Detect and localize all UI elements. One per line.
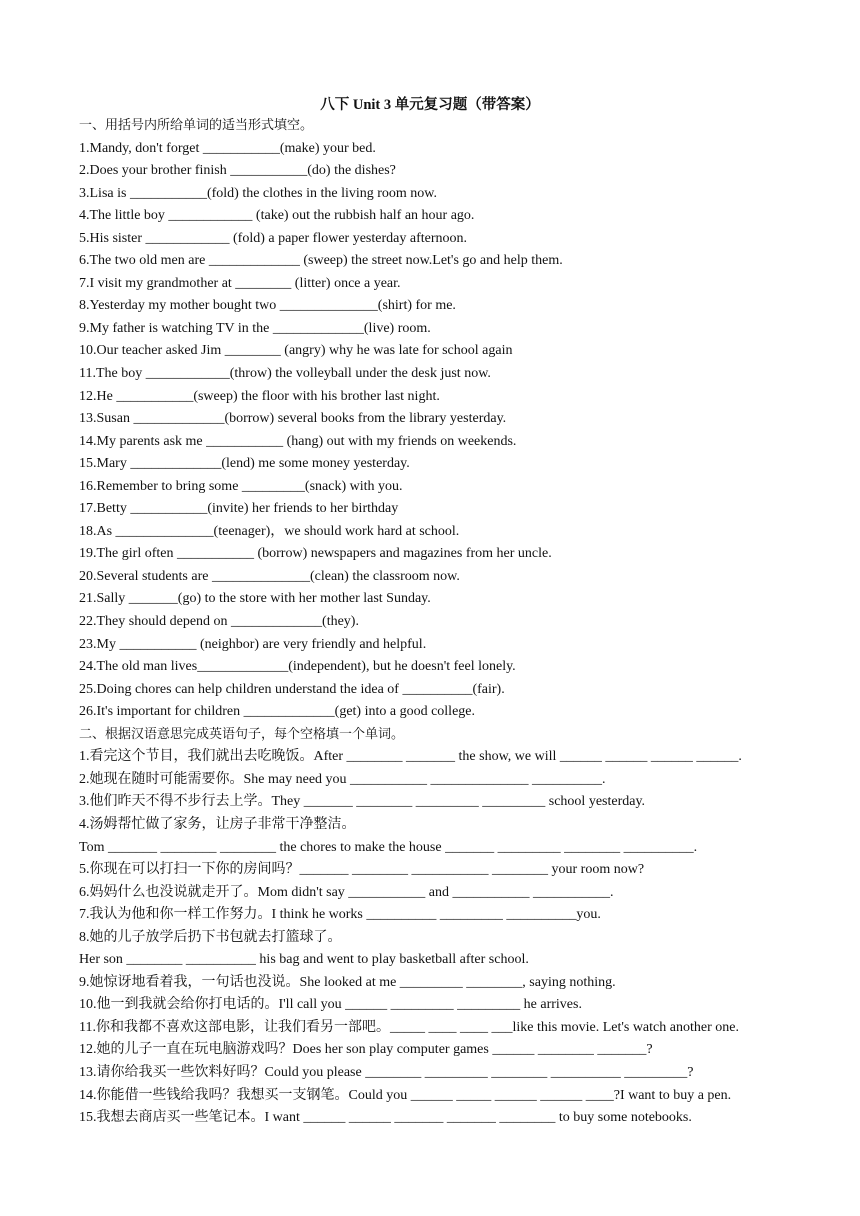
section1-list <box>79 138 800 724</box>
exercise-item: 3.他们昨天不得不步行去上学。They _______ ________ _________ _________ school yesterday. <box>79 794 646 810</box>
exercise-item: 10.Our teacher asked Jim ________ (angry) why he was late for school again <box>79 343 513 359</box>
exercise-item: 13.Susan _____________(borrow) several books from the library yesterday. <box>79 411 507 427</box>
exercise-item: 1.看完这个节目，我们就出去吃晚饭。After ________ _______ the show, we will ______ ______ ______ ______. <box>79 749 742 765</box>
exercise-item: 1.Mandy, don't forget ___________(make) your bed. <box>79 140 376 156</box>
exercise-item: 15.Mary _____________(lend) me some money yesterday. <box>79 456 410 472</box>
exercise-item: 14.你能借一些钱给我吗？我想买一支钢笔。Could you ______ _____ ______ ______ ____?I want to buy a pen. <box>79 1087 732 1103</box>
exercise-item: 13.请你给我买一些饮料好吗？Could you please ________ _________ ________ __________ _________? <box>79 1064 694 1080</box>
exercise-item: 18.As ______________(teenager)，we should work hard at school. <box>79 523 460 539</box>
exercise-item: 16.Remember to bring some _________(snack) with you. <box>79 478 403 494</box>
exercise-item: 7.我认为他和你一样工作努力。I think he works __________ _________ __________you. <box>79 907 601 923</box>
page-title: 八下 Unit 3 单元复习题（带答案） <box>320 97 540 113</box>
section1-heading: 一、用括号内所给单词的适当形式填空。 <box>79 118 314 133</box>
exercise-item: 4.The little boy ____________ (take) out the rubbish half an hour ago. <box>79 208 475 224</box>
exercise-item: 11.The boy ____________(throw) the volleyball under the desk just now. <box>79 366 491 382</box>
exercise-item: 5.你现在可以打扫一下你的房间吗？_______ ________ ___________ ________ your room now? <box>79 862 645 878</box>
exercise-item: 12.He ___________(sweep) the floor with his brother last night. <box>79 388 440 404</box>
exercise-item: 9.她惊讶地看着我，一句话也没说。She looked at me _________ ________, saying nothing. <box>79 974 616 990</box>
exercise-item: 17.Betty ___________(invite) her friends to her birthday <box>79 501 399 517</box>
exercise-item: 11.你和我都不喜欢这部电影，让我们看另一部吧。_____ ____ ____ ___like this movie. Let's watch another one. <box>79 1019 739 1035</box>
exercise-item: Her son ________ __________ his bag and went to play basketball after school. <box>79 952 529 968</box>
exercise-item: 20.Several students are ______________(clean) the classroom now. <box>79 568 460 584</box>
exercise-item: 23.My ___________ (neighbor) are very friendly and helpful. <box>79 636 427 652</box>
exercise-item: 15.我想去商店买一些笔记本。I want ______ ______ _______ _______ ________ to buy some notebooks. <box>79 1110 692 1126</box>
exercise-item: 14.My parents ask me ___________ (hang) out with my friends on weekends. <box>79 433 517 449</box>
exercise-item: 8.她的儿子放学后扔下书包就去打篮球了。 <box>79 929 342 945</box>
exercise-item: 26.It's important for children _____________(get) into a good college. <box>79 704 475 720</box>
exercise-item: 2.她现在随时可能需要你。She may need you ___________ ______________ __________. <box>79 771 606 787</box>
exercise-item: 22.They should depend on _____________(they). <box>79 614 359 630</box>
exercise-item: 12.她的儿子一直在玩电脑游戏吗？Does her son play computer games ______ ________ _______? <box>79 1042 653 1058</box>
exercise-item: Tom _______ ________ ________ the chores to make the house _______ _________ ________ __________. <box>79 839 698 855</box>
exercise-item: 9.My father is watching TV in the _____________(live) room. <box>79 320 431 336</box>
exercise-item: 2.Does your brother finish ___________(do) the dishes? <box>79 163 396 179</box>
exercise-item: 7.I visit my grandmother at ________ (litter) once a year. <box>79 275 401 291</box>
exercise-item: 6.The two old men are _____________ (sweep) the street now.Let's go and help them. <box>79 253 563 269</box>
exercise-item: 19.The girl often ___________ (borrow) newspapers and magazines from her uncle. <box>79 546 552 562</box>
section2-heading: 二、根据汉语意思完成英语句子，每个空格填一个单词。 <box>79 726 405 742</box>
exercise-item: 24.The old man lives_____________(independent), but he doesn't feel lonely. <box>79 659 516 675</box>
exercise-item: 25.Doing chores can help children understand the idea of __________(fair). <box>79 681 505 697</box>
exercise-item: 8.Yesterday my mother bought two ______________(shirt) for me. <box>79 298 456 314</box>
worksheet-content <box>79 115 800 1130</box>
section2-list <box>79 746 800 1129</box>
exercise-item: 10.他一到我就会给你打电话的。I'll call you ______ _________ _________ he arrives. <box>79 997 582 1013</box>
exercise-item: 21.Sally _______(go) to the store with her mother last Sunday. <box>79 591 431 607</box>
exercise-item: 5.His sister ____________ (fold) a paper flower yesterday afternoon. <box>79 230 468 246</box>
exercise-item: 4.汤姆帮忙做了家务，让房子非常干净整洁。 <box>79 816 356 832</box>
exercise-item: 6.妈妈什么也没说就走开了。Mom didn't say ___________ and ___________ ___________. <box>79 884 614 900</box>
exercise-item: 3.Lisa is ___________(fold) the clothes in the living room now. <box>79 185 437 201</box>
